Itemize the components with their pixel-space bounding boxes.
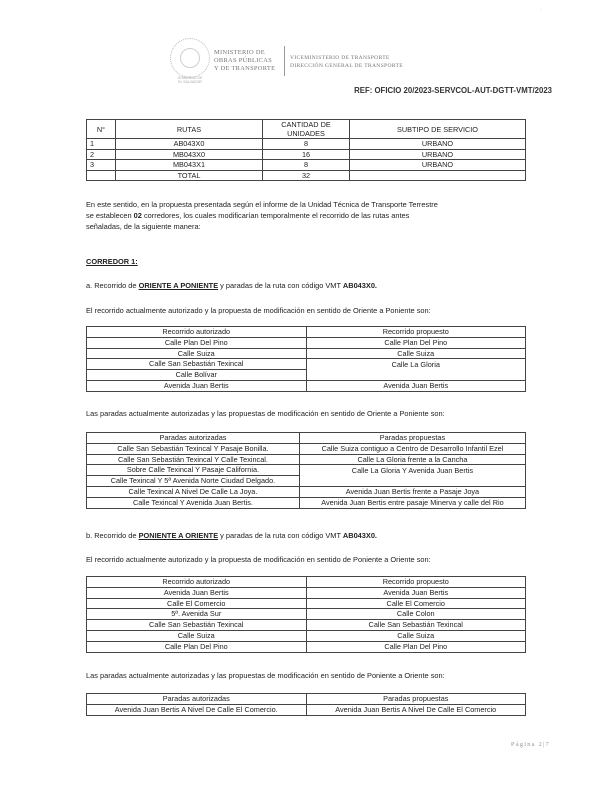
- col-header-number: N°: [87, 120, 116, 139]
- routes-table: [86, 119, 526, 181]
- seal-caption: GOBIERNO DE EL SALVADOR: [177, 76, 203, 84]
- table-row: Avenida Juan Bertis Avenida Juan Bertis: [87, 380, 526, 391]
- table-row: Calle San Sebastián Texincal Y Pasaje Bonilla. Calle Suiza contiguo a Centro de Desarrollo Infantil Ezel: [87, 443, 526, 454]
- recorrido-table-oriente-poniente: [86, 326, 526, 392]
- section-b-paradas-intro: Las paradas actualmente autorizadas y las propuestas de modificación en sentido de Poniente a Oriente son:: [86, 671, 445, 680]
- table-row: Calle San Sebastián Texincal Y Calle Texincal. Calle La Gloria frente a la Cancha: [87, 454, 526, 465]
- col-header-paradas-propuestas: Paradas propuestas: [306, 694, 526, 705]
- intro-paragraph: En este sentido, en la propuesta presentada según el informe de la Unidad Técnica de Transporte Terrestre se establecen 02 corredores, los cuales modificarían temporalmente el recorrido de las rutas antes señaladas, de la siguiente manera:: [86, 200, 438, 231]
- table-row: Sobre Calle Texincal Y Pasaje California. Calle La Gloria Y Avenida Juan Bertis: [87, 465, 526, 476]
- col-header-recorrido-autorizado: Recorrido autorizado: [87, 577, 307, 588]
- col-header-units: CANTIDAD DE UNIDADES: [263, 120, 350, 139]
- paradas-table-poniente-oriente: [86, 693, 526, 716]
- table-row: Calle Texincal Y 5ª Avenida Norte Ciudad Delgado.: [87, 476, 526, 487]
- col-header-subtype: SUBTIPO DE SERVICIO: [350, 120, 526, 139]
- header-divider: [284, 46, 285, 76]
- table-row: Avenida Juan Bertis A Nivel De Calle El Comercio. Avenida Juan Bertis A Nivel De Calle El Comercio: [87, 704, 526, 715]
- table-row: 1 AB043X0 8 URBANO: [87, 139, 526, 150]
- section-a-recorrido-intro: El recorrido actualmente autorizado y la propuesta de modificación en sentido de Oriente a Poniente son:: [86, 306, 431, 315]
- section-b-heading: b. Recorrido de PONIENTE A ORIENTE y paradas de la ruta con código VMT AB043X0.: [86, 531, 377, 540]
- col-header-paradas-autorizadas: Paradas autorizadas: [87, 433, 300, 444]
- vice-ministry-name: VICEMINISTERIO DE TRANSPORTE DIRECCIÓN GENERAL DE TRANSPORTE: [290, 55, 403, 69]
- page-number: Página 2|7: [510, 741, 550, 748]
- table-row: Calle Bolívar: [87, 370, 526, 381]
- recorrido-table-poniente-oriente: [86, 576, 526, 653]
- col-header-routes: RUTAS: [116, 120, 263, 139]
- table-row: 2 MB043X0 16 URBANO: [87, 149, 526, 160]
- table-total-row: TOTAL 32: [87, 170, 526, 181]
- col-header-recorrido-propuesto: Recorrido propuesto: [306, 327, 526, 338]
- table-row: Calle Suiza Calle Suiza: [87, 348, 526, 359]
- paradas-table-oriente-poniente: [86, 432, 526, 509]
- table-row: Calle Suiza Calle Suiza: [87, 630, 526, 641]
- corner-mark: ·: [540, 6, 543, 13]
- section-a-paradas-intro: Las paradas actualmente autorizadas y las propuestas de modificación en sentido de Oriente a Poniente son:: [86, 409, 445, 418]
- col-header-recorrido-propuesto: Recorrido propuesto: [306, 577, 526, 588]
- col-header-paradas-propuestas: Paradas propuestas: [299, 433, 525, 444]
- table-row: Calle Plan Del Pino Calle Plan Del Pino: [87, 641, 526, 652]
- table-row: Calle Plan Del Pino Calle Plan Del Pino: [87, 337, 526, 348]
- table-row: Calle Texincal Y Avenida Juan Bertis. Avenida Juan Bertis entre pasaje Minerva y calle del Rio: [87, 497, 526, 508]
- reference-number: REF: OFICIO 20/2023-SERVCOL-AUT-DGTT-VMT/2023: [354, 86, 552, 95]
- table-row: 3 MB043X1 8 URBANO: [87, 160, 526, 171]
- table-row: 5ª. Avenida Sur Calle Colon: [87, 609, 526, 620]
- col-header-paradas-autorizadas: Paradas autorizadas: [87, 694, 307, 705]
- table-row: Calle Texincal A Nivel De Calle La Joya. Avenida Juan Bertis frente a Pasaje Joya: [87, 486, 526, 497]
- section-b-recorrido-intro: El recorrido actualmente autorizado y la propuesta de modificación en sentido de Poniente a Oriente son:: [86, 555, 431, 564]
- government-seal-icon: [170, 38, 210, 78]
- table-row: Calle El Comercio Calle El Comercio: [87, 598, 526, 609]
- section-a-heading: a. Recorrido de ORIENTE A PONIENTE y paradas de la ruta con código VMT AB043X0.: [86, 281, 377, 290]
- col-header-recorrido-autorizado: Recorrido autorizado: [87, 327, 307, 338]
- corredor-title: CORREDOR 1:: [86, 257, 138, 266]
- table-row: Avenida Juan Bertis Avenida Juan Bertis: [87, 587, 526, 598]
- table-row: Calle San Sebastián Texincal Calle La Gloria: [87, 359, 526, 370]
- table-row: Calle San Sebastián Texincal Calle San Sebastián Texincal: [87, 620, 526, 631]
- ministry-name: MINISTERIO DE OBRAS PÚBLICAS Y DE TRANSPORTE: [214, 49, 276, 72]
